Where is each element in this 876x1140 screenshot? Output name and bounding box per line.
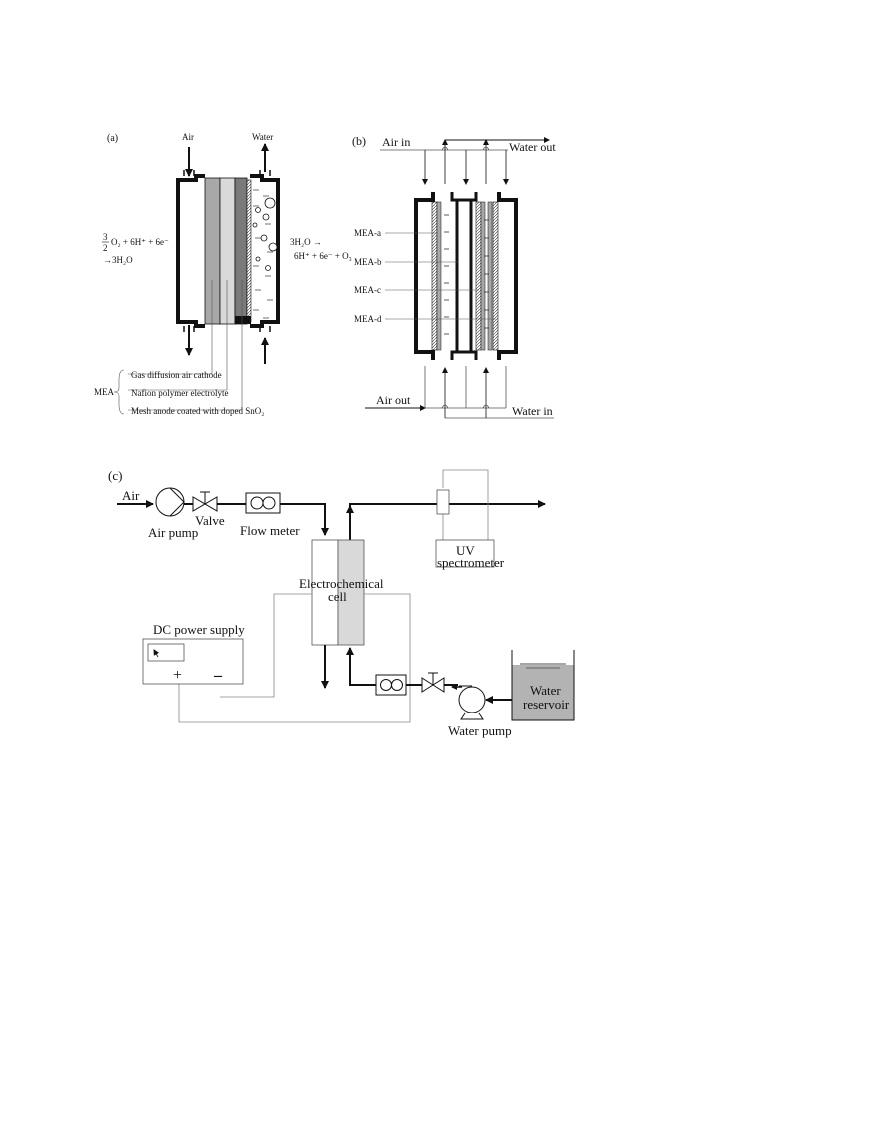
air-valve-icon xyxy=(193,492,217,511)
reservoir-label-line2: reservoir xyxy=(523,697,570,712)
air-flow-meter-icon xyxy=(246,493,280,513)
reservoir-label-line1: Water xyxy=(530,683,561,698)
stack-frame xyxy=(414,192,518,360)
air-in-label: Air in xyxy=(382,135,411,149)
minus-terminal: – xyxy=(214,667,222,684)
mea-label: MEA xyxy=(94,387,114,397)
cathode-equation xyxy=(102,232,169,265)
gas-diffusion-cathode-layer xyxy=(205,178,220,324)
air-label: Air xyxy=(122,488,140,503)
valve-label: Valve xyxy=(195,513,225,528)
mea-item-cathode: Gas diffusion air cathode xyxy=(131,370,222,380)
ozone-bubbles xyxy=(253,198,277,271)
dc-supply-label: DC power supply xyxy=(153,622,245,637)
mea-item-anode: Mesh anode coated with doped SnO₂ xyxy=(131,406,265,416)
mesh-anode-hatch xyxy=(247,180,251,322)
mea-c-label: MEA-c xyxy=(354,285,381,295)
anode-equation xyxy=(290,237,352,261)
cell-label-line2: cell xyxy=(328,589,347,604)
uv-label-line1: UV xyxy=(456,543,475,558)
mea-d-label: MEA-d xyxy=(354,314,382,324)
water-to-cell-line xyxy=(350,648,376,685)
mea-a-label: MEA-a xyxy=(354,228,381,238)
water-pump-label: Water pump xyxy=(448,723,512,738)
water-flow-meter-icon xyxy=(376,675,406,695)
water-valve-icon xyxy=(422,673,444,692)
cell-label-line1: Electrochemical xyxy=(299,576,384,591)
panel-a-tag: (a) xyxy=(107,133,119,144)
nafion-electrolyte-layer xyxy=(220,178,235,324)
panel-b-tag: (b) xyxy=(352,134,366,148)
svg-text:O₂ + 6H⁺ + 6e⁻: O₂ + 6H⁺ + 6e⁻ xyxy=(111,237,169,247)
svg-text:2: 2 xyxy=(103,243,108,253)
plus-terminal: + xyxy=(173,667,183,684)
panel-c xyxy=(108,468,574,738)
panel-b xyxy=(352,134,556,418)
air-pump-label: Air pump xyxy=(148,525,199,540)
svg-text:→3H₂O: →3H₂O xyxy=(103,255,133,265)
svg-text:3: 3 xyxy=(103,232,108,242)
panel-a xyxy=(94,132,352,416)
air-out-label: Air out xyxy=(376,393,411,407)
uv-label-line2: spectrometer xyxy=(437,555,505,570)
meter-display xyxy=(148,644,184,661)
water-reservoir xyxy=(512,650,574,720)
mea-b-label: MEA-b xyxy=(354,257,382,267)
anode-gasket xyxy=(235,316,251,324)
dc-power-supply xyxy=(143,622,245,684)
air-inlet-label: Air xyxy=(182,132,194,142)
svg-text:3H₂O →: 3H₂O → xyxy=(290,237,322,247)
mea-item-nafion: Nafion polymer electrolyte xyxy=(131,388,229,398)
water-out-label: Water out xyxy=(509,140,556,154)
water-pump-icon xyxy=(459,686,485,719)
water-in-label: Water in xyxy=(512,404,553,418)
air-pump-icon xyxy=(156,488,184,516)
svg-text:6H⁺ + 6e⁻ + O₃: 6H⁺ + 6e⁻ + O₃ xyxy=(294,251,352,261)
water-outlet-label: Water xyxy=(252,132,274,142)
panel-c-tag: (c) xyxy=(108,468,123,483)
electrochemical-cell xyxy=(299,540,384,645)
uv-spectrometer xyxy=(436,470,505,570)
flow-meter-label: Flow meter xyxy=(240,523,300,538)
mesh-anode-layer xyxy=(235,178,247,324)
